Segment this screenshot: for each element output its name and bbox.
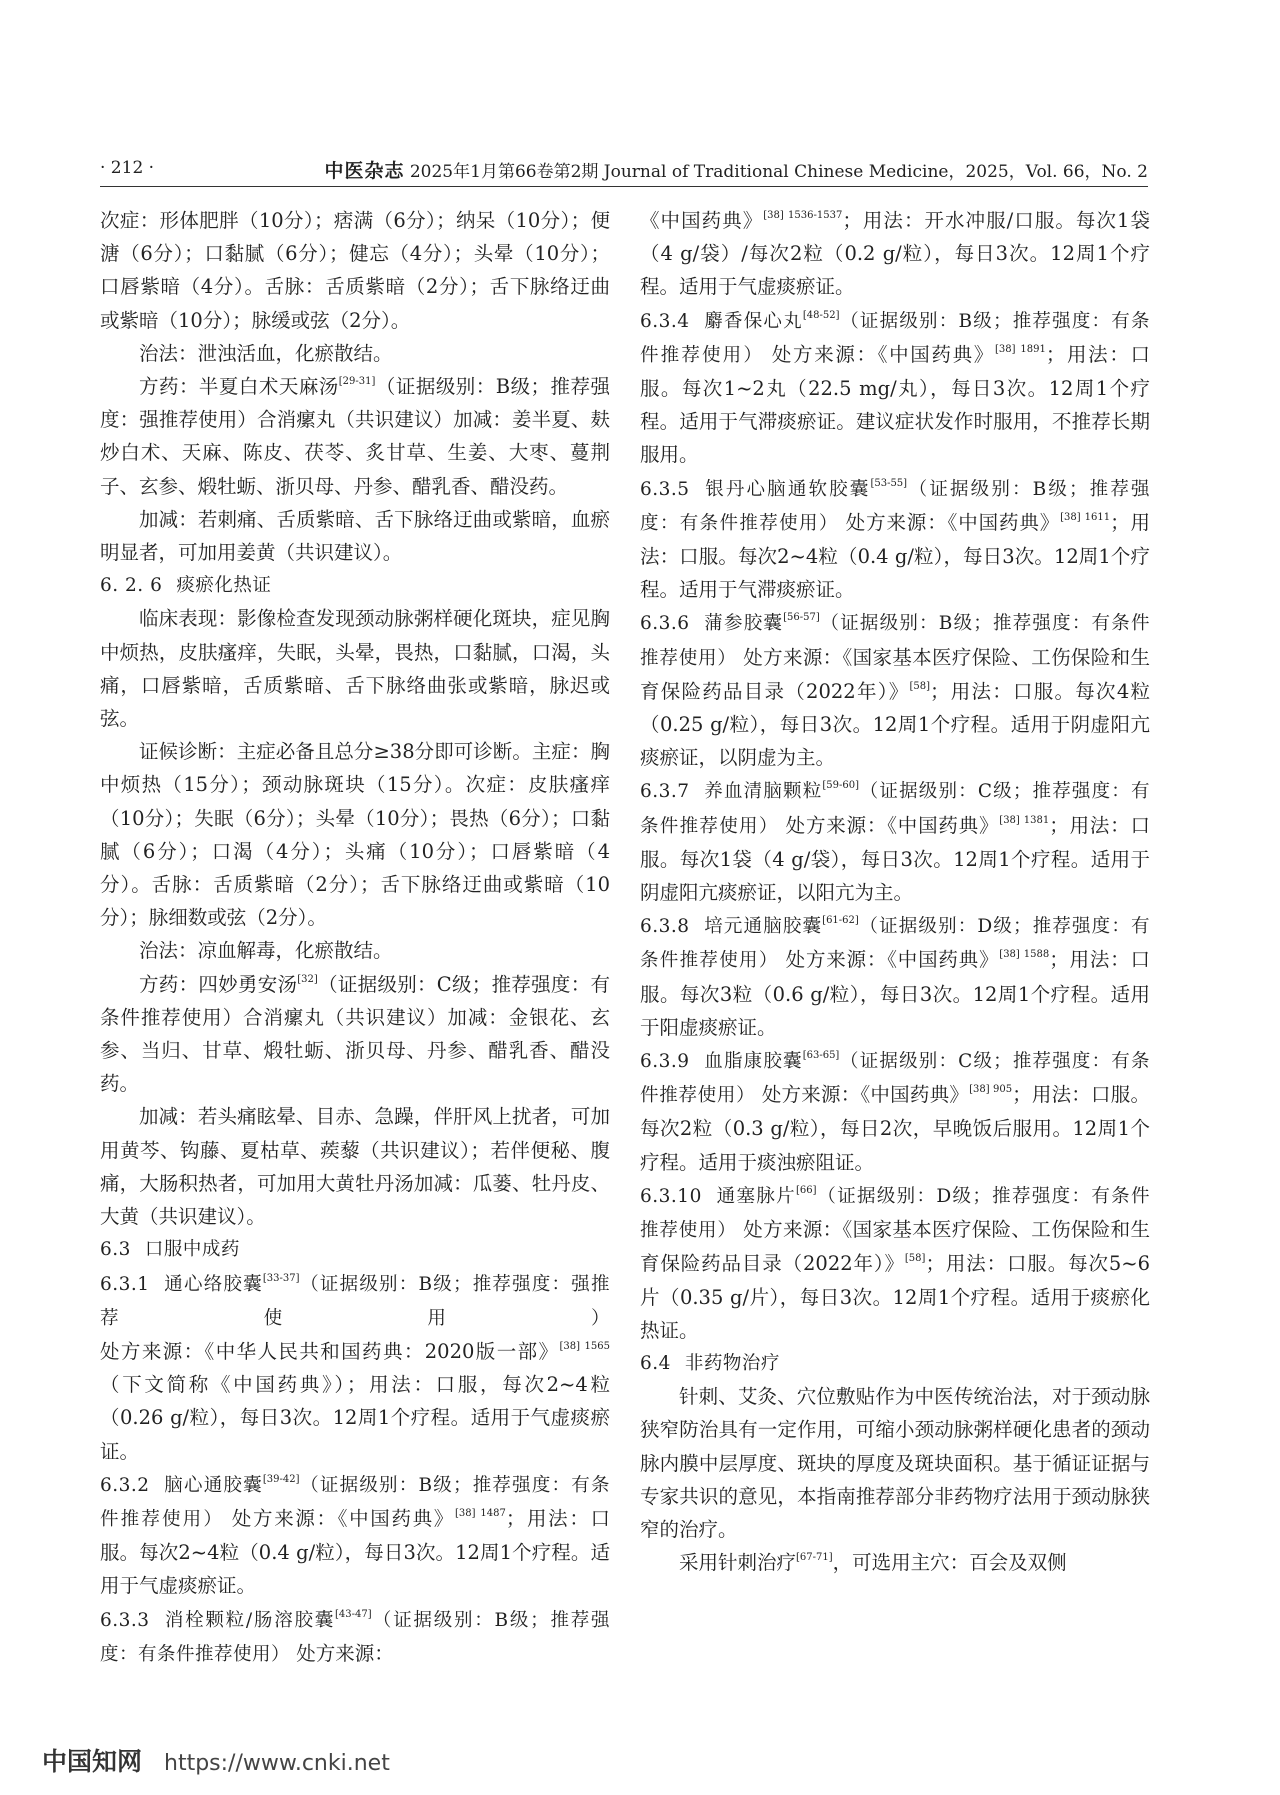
citation: [61-62]: [822, 915, 859, 927]
paragraph: 加减：若刺痛、舌质紫暗、舌下脉络迂曲或紫暗，血瘀明显者，可加用姜黄（共识建议）。: [100, 507, 610, 565]
paragraph: 次症：形体肥胖（10分）；痞满（6分）；纳呆（10分）；便溏（6分）；口黏腻（6分）；健忘（4分）；头晕（10分）；口唇紫暗（4分）。舌脉：舌质紫暗（2分）；舌下脉络迂曲或紫暗（10分）；脉缓或弦（2分）。: [100, 209, 610, 332]
right-column: [640, 204, 1150, 1684]
citation: [38] 1891: [994, 343, 1046, 355]
running-header: [100, 152, 1148, 187]
drug-entry: 6.3.4 麝香保心丸[48-52]（证据级别：B级；推荐强度：有条件推荐使用） 处方来源：《中国药典》$^{[38] 1891}$；用法：口服。每次1~2丸（22.5 mg/丸），每日3次。12周1个疗程。适用于气滞痰瘀证。建议症状发作时服用，不推荐长期服用。: [640, 309, 1150, 467]
citation: [38] 1536-1537: [763, 210, 843, 221]
citation: [29-31]: [338, 376, 376, 388]
citation: [63-65]: [802, 1050, 840, 1062]
paragraph: 《中国药典》$^{[38] 1536-1537}$；用法：开水冲服/口服。每次1袋（4 g/袋）/每次2粒（0.2 g/粒），每日3次。12周1个疗程。适用于气虚痰瘀证。: [640, 209, 1150, 299]
citation: [67-71]: [796, 1552, 833, 1564]
page-number: · 212 ·: [100, 158, 155, 178]
paragraph: 临床表现：影像检查发现颈动脉粥样硬化斑块，症见胸中烦热，皮肤瘙痒，失眠，头晕，畏热，口黏腻，口渴，头痛，口唇紫暗，舌质紫暗、舌下脉络曲张或紫暗，脉迟或弦。: [100, 607, 610, 731]
citation: [59-60]: [822, 780, 860, 792]
citation: [39-42]: [262, 1473, 300, 1485]
paragraph: 采用针刺治疗[67-71]，可选用主穴：百会及双侧: [679, 1551, 1067, 1575]
citation: [38] 1565: [559, 1340, 610, 1352]
section-heading: 6.3 口服中成药: [100, 1239, 240, 1261]
left-column: [100, 204, 610, 1684]
drug-entry: 6.3.5 银丹心脑通软胶囊[53-55]（证据级别：B级；推荐强度：有条件推荐使用） 处方来源：《中国药典》$^{[38] 1611}$；用法：口服。每次2~4粒（0.4 g/粒），每日3次。12周1个疗程。适用于气滞痰瘀证。: [640, 477, 1150, 602]
citation: [38] 1381: [999, 814, 1050, 826]
citation: [38] 905: [969, 1084, 1013, 1096]
section-heading: 6.4 非药物治疗: [640, 1352, 780, 1374]
cnki-url[interactable]: https://www.cnki.net: [164, 1751, 390, 1776]
citation: [43-47]: [335, 1608, 372, 1620]
cnki-watermark: [42, 1742, 390, 1778]
citation: [58]: [909, 680, 930, 692]
paragraph: 治法：泄浊活血，化瘀散结。: [139, 341, 393, 365]
drug-entry: 6.3.2 脑心通胶囊[39-42]（证据级别：B级；推荐强度：有条件推荐使用） 处方来源：《中国药典》$^{[38] 1487}$；用法：口服。每次2~4粒（0.4 g/粒），每日3次。12周1个疗程。适用于气虚痰瘀证。: [100, 1473, 610, 1598]
paragraph: 证候诊断：主症必备且总分≥38分即可诊断。主症：胸中烦热（15分）；颈动脉斑块（15分）。次症：皮肤瘙痒（10分）；失眠（6分）；头晕（10分）；畏热（6分）；口黏腻（6分）；口渴（4分）；头痛（10分）；口唇紫暗（4分）。舌脉：舌质紫暗（2分）；舌下脉络迂曲或紫暗（10分）；脉细数或弦（2分）。: [100, 740, 610, 930]
citation: [56-57]: [783, 612, 820, 624]
citation: [38] 1611: [1060, 511, 1111, 523]
paragraph: 治法：凉血解毒，化瘀散结。: [139, 939, 393, 963]
drug-entry: 6.3.10 通塞脉片[66]（证据级别：D级；推荐强度：有条件推荐使用） 处方来源：《国家基本医疗保险、工伤保险和生育保险药品目录（2022年）》[58]；用法：口服。每次5~6片（0.35 g/片），每日3次。12周1个疗程。适用于痰瘀化热证。: [640, 1184, 1150, 1342]
section-heading: 6. 2. 6 痰瘀化热证: [100, 575, 272, 597]
citation: [53-55]: [870, 477, 908, 489]
citation: [58]: [904, 1253, 926, 1265]
drug-entry: 6.3.1 通心络胶囊[33-37]（证据级别：B级；推荐强度：强推荐使用） 处方来源：《中华人民共和国药典：2020版一部》$^{[38] 1565}$（下文简称《中国药典》）；用法：口服，每次2~4粒（0.26 g/粒），每日3次。12周1个疗程。适用于气虚痰瘀证。: [100, 1272, 610, 1463]
drug-entry: 6.3.9 血脂康胶囊[63-65]（证据级别：C级；推荐强度：有条件推荐使用） 处方来源：《中国药典》$^{[38] 905}$；用法：口服。每次2粒（0.3 g/粒），每日2次，早晚饭后服用。12周1个疗程。适用于痰浊瘀阻证。: [640, 1050, 1150, 1174]
drug-entry: 6.3.8 培元通脑胶囊[61-62]（证据级别：D级；推荐强度：有条件推荐使用） 处方来源：《中国药典》$^{[38] 1588}$；用法：口服。每次3粒（0.6 g/粒），每日3次。12周1个疗程。适用于阳虚痰瘀证。: [640, 915, 1150, 1039]
citation: [32]: [297, 973, 318, 985]
journal-info: [324, 156, 1148, 183]
cnki-logo: 中国知网: [42, 1747, 143, 1776]
paragraph: 方药：半夏白术天麻汤[29-31]（证据级别：B级；推荐强度：强推荐使用）合消瘰丸（共识建议）加减：姜半夏、麸炒白术、天麻、陈皮、茯苓、炙甘草、生姜、大枣、蔓荆子、玄参、煅牡蛎、浙贝母、丹参、醋乳香、醋没药。: [100, 375, 610, 498]
citation: [33-37]: [262, 1272, 300, 1284]
drug-entry: 6.3.3 消栓颗粒/肠溶胶囊[43-47]（证据级别：B级；推荐强度：有条件推荐使用） 处方来源：: [100, 1608, 610, 1665]
drug-entry: 6.3.7 养血清脑颗粒[59-60]（证据级别：C级；推荐强度：有条件推荐使用） 处方来源：《中国药典》$^{[38] 1381}$；用法：口服。每次1袋（4 g/袋），每日3次。12周1个疗程。适用于阴虚阳亢痰瘀证，以阳亢为主。: [640, 780, 1150, 905]
citation: [38] 1487: [454, 1507, 506, 1519]
journal-name: 中医杂志: [324, 160, 405, 182]
citation: [48-52]: [802, 309, 840, 321]
paragraph: 方药：四妙勇安汤[32]（证据级别：C级；推荐强度：有条件推荐使用）合消瘰丸（共识建议）加减：金银花、玄参、当归、甘草、煅牡蛎、浙贝母、丹参、醋乳香、醋没药。: [100, 972, 610, 1096]
paragraph: 加减：若头痛眩晕、目赤、急躁，伴肝风上扰者，可加用黄芩、钩藤、夏枯草、蒺藜（共识建议）；若伴便秘、腹痛，大肠积热者，可加用大黄牡丹汤加减：瓜蒌、牡丹皮、大黄（共识建议）。: [100, 1105, 610, 1229]
citation: [66]: [796, 1184, 817, 1196]
citation: [38] 1588: [999, 949, 1050, 961]
drug-entry: 6.3.6 蒲参胶囊[56-57]（证据级别：B级；推荐强度：有条件推荐使用） 处方来源：《国家基本医疗保险、工伤保险和生育保险药品目录（2022年）》[58]；用法：口服。每次4粒（0.25 g/粒），每日3次。12周1个疗程。适用于阴虚阳亢痰瘀证，以阴虚为主。: [640, 612, 1150, 770]
paragraph: 针刺、艾灸、穴位敷贴作为中医传统治法，对于颈动脉狭窄防治具有一定作用，可缩小颈动脉粥样硬化患者的颈动脉内膜中层厚度、斑块的厚度及斑块面积。基于循证证据与专家共识的意见，本指南推荐部分非药物疗法用于颈动脉狭窄的治疗。: [640, 1385, 1150, 1541]
issue-info: 2025年1月第66卷第2期 Journal of Traditional Chinese Medicine，2025，Vol. 66，No. 2: [409, 162, 1148, 182]
